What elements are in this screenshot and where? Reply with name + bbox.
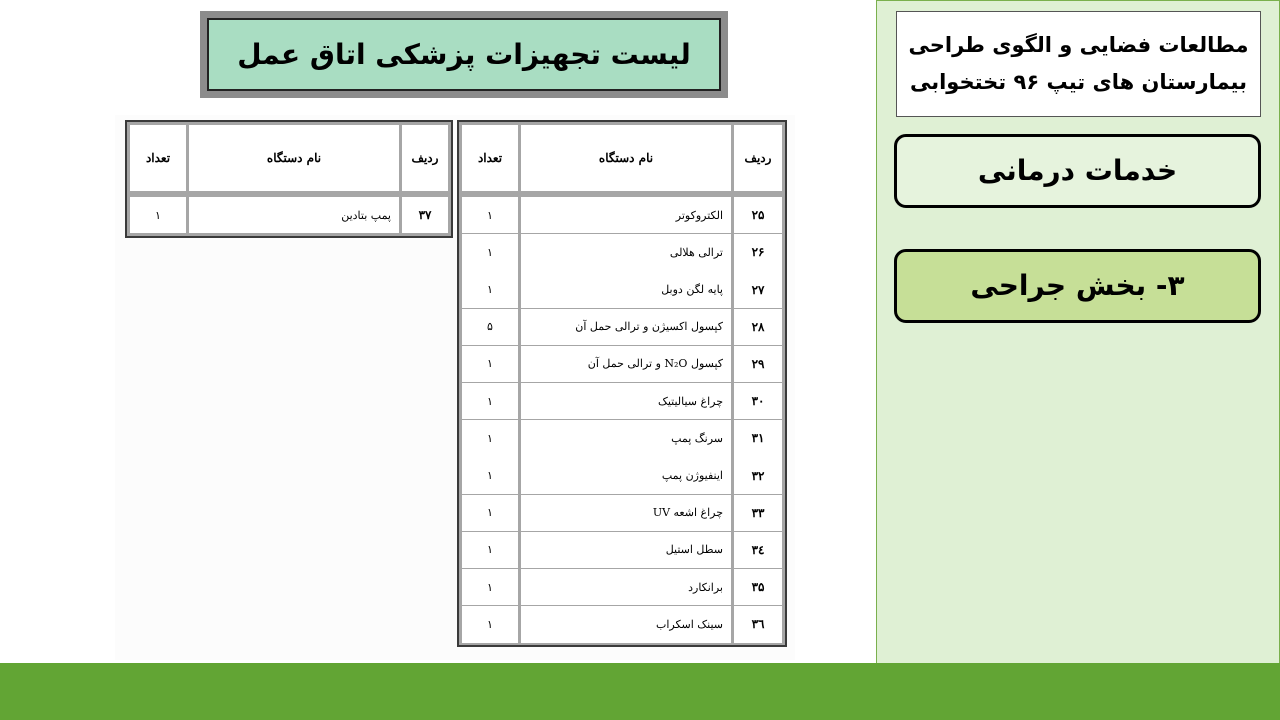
row-num-cell: ۳۳ [734, 495, 782, 531]
row-num-cell: ۳۵ [734, 569, 782, 605]
device-name-cell: چراغ اشعه UV [521, 495, 731, 531]
row-num-cell: ۳۰ [734, 383, 782, 419]
count-cell: ۱ [462, 346, 518, 382]
page-title: لیست تجهیزات پزشکی اتاق عمل [207, 18, 721, 91]
row-num-cell: ۳٦ [734, 606, 782, 642]
header-row-num: ردیف [734, 125, 782, 191]
services-box: خدمات درمانی [894, 134, 1261, 208]
count-cell: ۱ [462, 234, 518, 270]
study-title-line2: بیمارستان های تیپ ۹۶ تختخوابی [909, 70, 1248, 94]
device-name-cell: سرنگ پمپ [521, 420, 731, 456]
row-num-cell: ۳۱ [734, 420, 782, 456]
row-num-cell: ۲۷ [734, 271, 782, 307]
device-name-cell: اینفیوژن پمپ [521, 457, 731, 493]
device-name-cell: پایه لگن دوبل [521, 271, 731, 307]
count-cell: ۱ [462, 457, 518, 493]
header-row-num: ردیف [402, 125, 448, 191]
device-name-cell: کپسول اکسیژن و ترالی حمل آن [521, 309, 731, 345]
row-num-cell: ۲۸ [734, 309, 782, 345]
device-name-cell: ترالی هلالی [521, 234, 731, 270]
header-device-name: نام دستگاه [189, 125, 399, 191]
study-title-box [896, 11, 1261, 117]
bottom-bar [0, 663, 1280, 720]
count-cell: ۱ [462, 606, 518, 642]
row-num-cell: ۳۲ [734, 457, 782, 493]
device-name-cell: چراغ سیالیتیک [521, 383, 731, 419]
count-cell: ۱ [462, 383, 518, 419]
count-cell: ۱ [462, 197, 518, 233]
count-cell: ۱ [462, 569, 518, 605]
count-cell: ۵ [462, 309, 518, 345]
device-name-cell: سینک اسکراب [521, 606, 731, 642]
study-title-line1: مطالعات فضایی و الگوی طراحی [908, 33, 1249, 57]
device-name-cell: الکتروکوتر [521, 197, 731, 233]
header-device-name: نام دستگاه [521, 125, 731, 191]
count-cell: ۱ [130, 197, 186, 233]
count-cell: ۱ [462, 271, 518, 307]
row-num-cell: ۳٤ [734, 532, 782, 568]
page-title-frame [200, 11, 728, 98]
header-count: تعداد [462, 125, 518, 191]
row-num-cell: ۲۹ [734, 346, 782, 382]
sidebar-panel [876, 0, 1280, 663]
section-box: ۳- بخش جراحی [894, 249, 1261, 323]
left-equipment-table [125, 120, 453, 238]
row-num-cell: ۲۶ [734, 234, 782, 270]
row-num-cell: ۲۵ [734, 197, 782, 233]
row-num-cell: ۳۷ [402, 197, 448, 233]
header-count: تعداد [130, 125, 186, 191]
count-cell: ۱ [462, 495, 518, 531]
device-name-cell: پمپ بتادین [189, 197, 399, 233]
count-cell: ۱ [462, 420, 518, 456]
count-cell: ۱ [462, 532, 518, 568]
table-area [115, 115, 795, 660]
device-name-cell: برانکارد [521, 569, 731, 605]
right-equipment-table [457, 120, 787, 647]
device-name-cell: سطل استیل [521, 532, 731, 568]
device-name-cell: کپسول N₂O و ترالی حمل آن [521, 346, 731, 382]
